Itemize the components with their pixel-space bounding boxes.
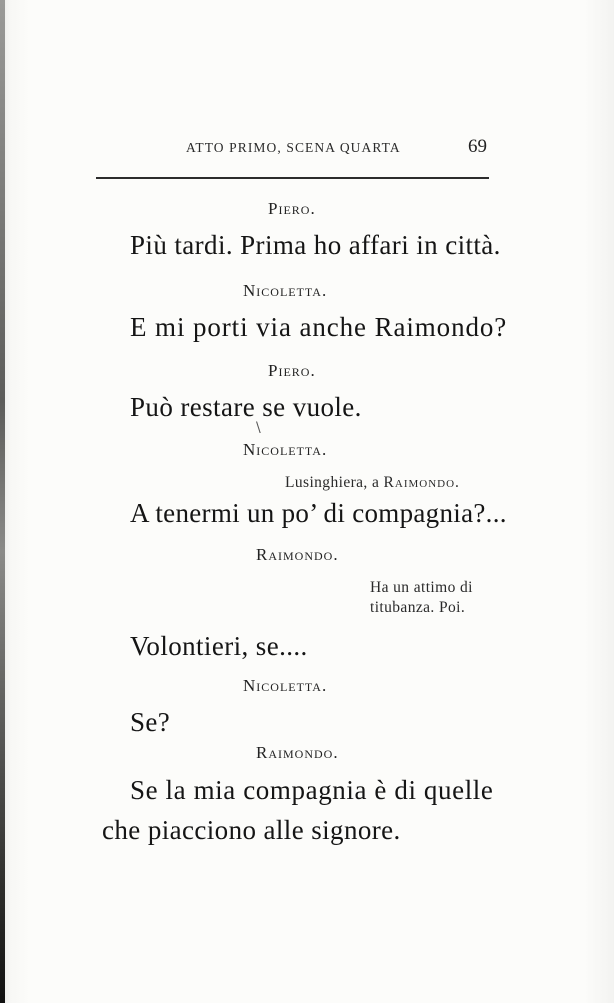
speaker-name: Nicoletta.: [243, 281, 328, 300]
stage-direction-character: Raimondo.: [383, 474, 460, 491]
stage-direction: Ha un attimo di: [370, 579, 473, 596]
stage-direction-text: Lusinghiera, a: [285, 474, 380, 491]
dialogue-line: Se la mia compagnia è di quelle: [130, 775, 494, 805]
book-spine-edge: [0, 0, 5, 1003]
speaker-name: Nicoletta.: [243, 676, 328, 695]
stage-direction: titubanza. Poi.: [370, 599, 466, 616]
speaker-name: Raimondo.: [256, 545, 339, 564]
header-rule: [96, 177, 489, 179]
dialogue-line: Se?: [130, 707, 171, 737]
speaker-name: Piero.: [268, 361, 316, 380]
running-header: ATTO PRIMO, SCENA QUARTA: [186, 140, 401, 155]
speaker-name: Nicoletta.: [243, 440, 328, 459]
dialogue-line: Può restare se vuole.: [130, 392, 362, 422]
dialogue-line: Più tardi. Prima ho affari in città.: [130, 230, 501, 260]
dialogue-line: E mi porti via anche Raimondo?: [130, 312, 508, 342]
dialogue-line: A tenermi un po’ di compagnia?...: [130, 498, 507, 528]
speaker-name: Piero.: [268, 199, 316, 218]
speaker-name: Raimondo.: [256, 743, 339, 762]
dialogue-line: che piacciono alle signore.: [102, 815, 401, 845]
ink-mark: \: [256, 420, 261, 436]
stage-direction: [285, 474, 460, 492]
page-number: 69: [468, 136, 487, 157]
dialogue-line: Volontieri, se....: [130, 631, 308, 661]
